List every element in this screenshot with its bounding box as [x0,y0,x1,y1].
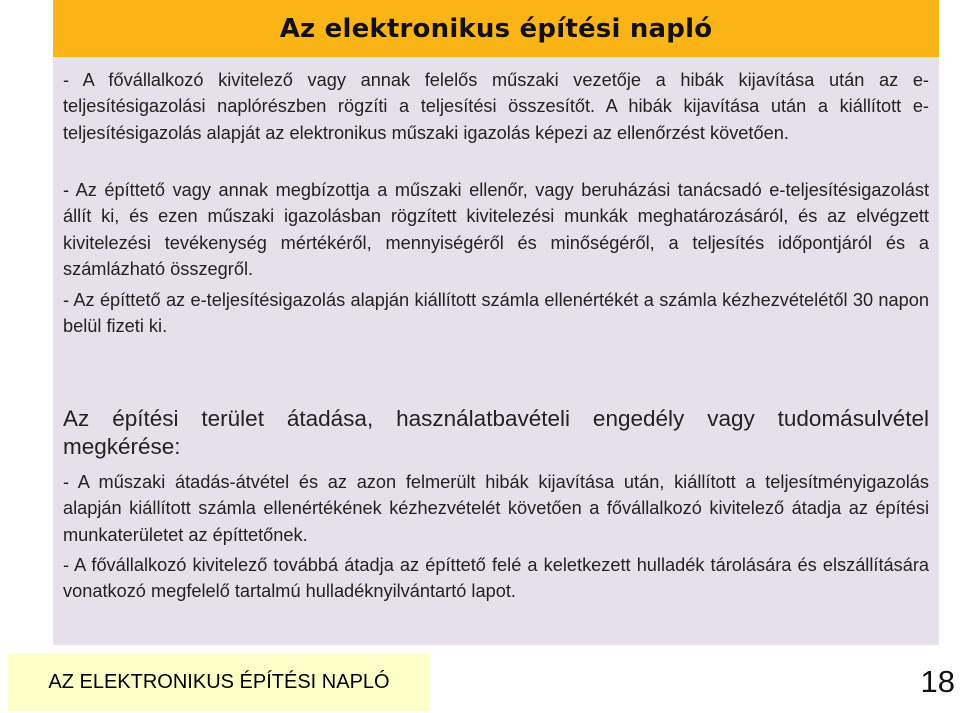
paragraph-certificate-issuance: - Az építtető vagy annak megbízottja a műszaki ellenőr, vagy beruházási tanácsadó e-teljesítésigazolást állít ki, és ezen műszaki igazolásban rögzített kivitelezési munkák meghatározásáról, és az elvégzett kivitelezési tevékenység mértékéről, mennyiségéről és minőségéről, a teljesítés időpontjáról és a számlázható összegről. [63,180,929,279]
section-heading-handover: Az építési terület átadása, használatbavételi engedély vagy tudomásulvétel megkérése: [63,406,929,459]
paragraph-waste-register: - A fővállalkozó kivitelező továbbá átadja az építtető felé a keletkezett hulladék tárolására és elszállítására vonatkozó megfelelő tartalmú hulladéknyilvántartó lapot. [63,555,929,602]
page-number: 18 [920,664,955,699]
slide-title: Az elektronikus építési napló [279,13,713,44]
content-box [53,57,939,645]
footer-label-text: AZ ELEKTRONIKUS ÉPÍTÉSI NAPLÓ [48,670,390,693]
paragraph-site-handover: - A műszaki átadás-átvétel és az azon felmerült hibák kijavítása után, kiállított a teljesítményigazolás alapján kiállított számla ellenértékének kézhezvételét követően a fővállalkozó kivitelező átadja az építési munkaterületet az építtetőnek. [63,472,929,545]
paragraph-payment-terms: - Az építtető az e-teljesítésigazolás alapján kiállított számla ellenértékét a számla kézhezvételétől 30 napon belül fizeti ki. [63,290,929,337]
footer-label [8,653,430,711]
title-bar [53,0,939,57]
paragraph-completion-summary: - A fővállalkozó kivitelező vagy annak felelős műszaki vezetője a hibák kijavítása után az e-teljesítésigazolási naplórészben rögzíti a teljesítési összesítőt. A hibák kijavítása után a kiállított e-teljesítésigazolás alapját az elektronikus műszaki igazolás képezi az ellenőrzést követően. [63,70,929,143]
